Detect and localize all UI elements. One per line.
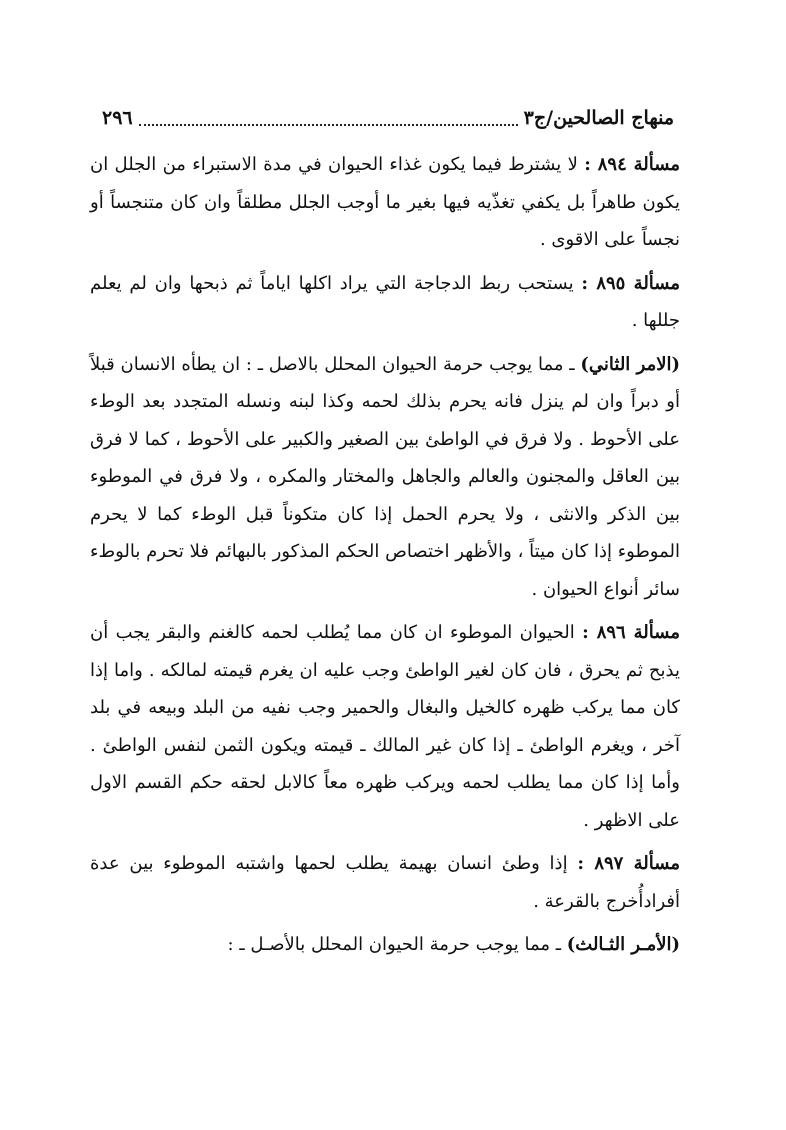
- leader-dots: [139, 110, 518, 126]
- paragraph-issue-897: [90, 845, 680, 920]
- paragraph-issue-895: [90, 265, 680, 340]
- paragraph-third-matter: [90, 926, 680, 964]
- paragraph-text: ـ مما يوجب حرمة الحيوان المحلل بالأصـل ـ :: [227, 934, 562, 955]
- section-label: (الأمـر الثـالث): [566, 934, 680, 955]
- paragraph-text: إذا وطئ انسان بهيمة يطلب لحمها واشتبه الموطوء بين عدة أفرادأُخرج بالقرعة .: [90, 853, 680, 912]
- paragraph-second-matter: [90, 346, 680, 609]
- paragraph-text: لا يشترط فيما يكون غذاء الحيوان في مدة الاستبراء من الجلل ان يكون طاهراً بل يكفي تغذّيه فيها بغير ما أوجب الجلل مطلقاً وان كان متنجساً أو نجساً على الاقوى .: [90, 154, 680, 250]
- page-number: ٢٩٦: [102, 107, 133, 129]
- issue-label: مسألة ٨٩٧ :: [577, 853, 680, 874]
- issue-label: مسألة ٨٩٦ :: [582, 622, 680, 643]
- section-label: (الامر الثاني): [580, 353, 680, 375]
- issue-label: مسألة ٨٩٥ :: [581, 272, 680, 294]
- text-body: [90, 146, 680, 970]
- paragraph-text: يستحب ربط الدجاجة التي يراد اكلها اياماً ثم ذبحها وان لم يعلم جللها .: [90, 272, 680, 331]
- issue-label: مسألة ٨٩٤ :: [584, 154, 680, 175]
- paragraph-issue-894: [90, 146, 680, 259]
- running-header: [102, 104, 674, 132]
- paragraph-text: الحيوان الموطوء ان كان مما يُطلب لحمه كالغنم والبقر يجب أن يذبح ثم يحرق ، فان كان لغير الواطئ وجب عليه ان يغرم قيمته لمالكه . واما إذا كان مما يركب ظهره كالخيل والبغال والحمير وجب نفيه من البلد وبيعه في بلد آخر ، ويغرم الواطئ ـ إذا كان غير المالك ـ قيمته ويكون الثمن لنفس الواطئ . وأما إذا كان مما يطلب لحمه ويركب ظهره معاً كالابل لحقه حكم القسم الاول على الاظهر .: [90, 622, 680, 831]
- book-title: منهاج الصالحين/ج٣: [523, 107, 674, 129]
- paragraph-issue-896: [90, 614, 680, 839]
- paragraph-text: ـ مما يوجب حرمة الحيوان المحلل بالاصل ـ : ان يطأه الانسان قبلاً أو دبراً وان لم ينزل فانه يحرم بذلك لحمه وكذا لبنه ونسله المتجدد بعد الوطء على الأحوط . ولا فرق في الواطئ بين الصغير والكبير على الأحوط ، كما لا فرق بين العاقل والمجنون والعالم والجاهل والمختار والمكره ، ولا فرق في الموطوء بين الذكر والانثى ، ولا يحرم الحمل إذا كان متكوناً قبل الوطء كما لا يحرم الموطوء إذا كان ميتاً ، والأظهر اختصاص الحكم المذكور بالبهائم فلا تحرم بالوطء سائر أنواع الحيوان .: [90, 353, 680, 600]
